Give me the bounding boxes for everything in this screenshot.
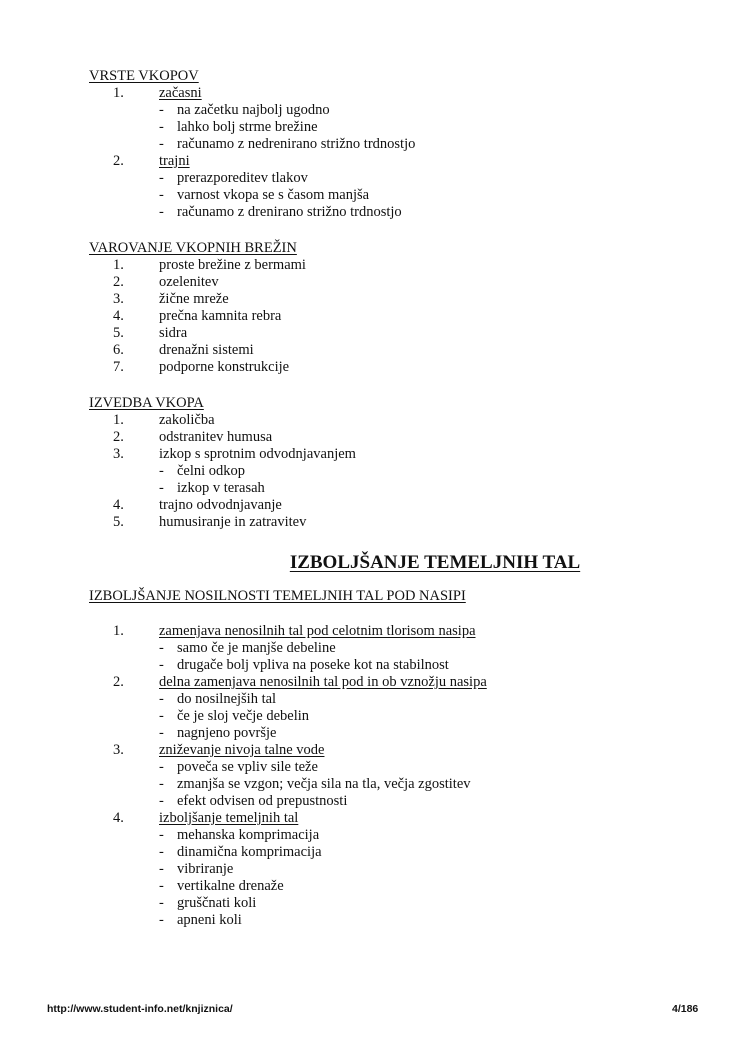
dash-bullet: -	[159, 204, 164, 220]
item-text: zniževanje nivoja talne vode	[159, 742, 325, 758]
dash-bullet: -	[159, 187, 164, 203]
sub-item-text: čelni odkop	[177, 463, 246, 479]
list-item	[89, 85, 415, 102]
item-text: sidra	[159, 325, 188, 341]
sub-item-text: gruščnati koli	[177, 895, 257, 911]
sub-item	[89, 463, 356, 480]
item-number: 1.	[113, 85, 124, 101]
item-text: izboljšanje temeljnih tal	[159, 810, 299, 826]
section-vrste-vkopov	[89, 68, 415, 221]
list-item	[89, 810, 487, 827]
list-item	[89, 623, 487, 640]
sub-item-text: vibriranje	[177, 861, 234, 877]
item-number: 3.	[113, 742, 124, 758]
item-number: 1.	[113, 412, 124, 428]
section-izboljsanje-nosilnosti	[89, 588, 487, 929]
dash-bullet: -	[159, 861, 164, 877]
sub-item	[89, 691, 487, 708]
item-number: 2.	[113, 674, 124, 690]
item-number: 4.	[113, 810, 124, 826]
sub-item	[89, 759, 487, 776]
section-izvedba-vkopa	[89, 395, 356, 531]
sub-item-text: dinamična komprimacija	[177, 844, 322, 860]
item-number: 1.	[113, 623, 124, 639]
dash-bullet: -	[159, 725, 164, 741]
item-text: podporne konstrukcije	[159, 359, 290, 375]
item-text: drenažni sistemi	[159, 342, 254, 358]
list-item	[89, 274, 306, 291]
list-item	[89, 359, 306, 376]
list-item	[89, 325, 306, 342]
sub-item-text: samo če je manjše debeline	[177, 640, 336, 656]
sub-item-text: izkop v terasah	[177, 480, 265, 496]
item-number: 7.	[113, 359, 124, 375]
dash-bullet: -	[159, 776, 164, 792]
item-number: 2.	[113, 429, 124, 445]
item-text: humusiranje in zatravitev	[159, 514, 307, 530]
item-text: delna zamenjava nenosilnih tal pod in ob vznožju nasipa	[159, 674, 487, 690]
sub-item-text: zmanjša se vzgon; večja sila na tla, večja zgostitev	[177, 776, 471, 792]
item-text: izkop s sprotnim odvodnjavanjem	[159, 446, 356, 462]
item-number: 4.	[113, 497, 124, 513]
sub-item	[89, 912, 487, 929]
dash-bullet: -	[159, 844, 164, 860]
sub-item-text: efekt odvisen od prepustnosti	[177, 793, 348, 809]
item-number: 1.	[113, 257, 124, 273]
sub-item	[89, 895, 487, 912]
dash-bullet: -	[159, 759, 164, 775]
sub-item-text: na začetku najbolj ugodno	[177, 102, 330, 118]
sub-item-text: varnost vkopa se s časom manjša	[177, 187, 370, 203]
list-item	[89, 429, 356, 446]
footer-url: http://www.student-info.net/knjiznica/	[47, 1003, 233, 1015]
sub-item-text: poveča se vpliv sile teže	[177, 759, 318, 775]
item-text: trajni	[159, 153, 190, 169]
list-item	[89, 308, 306, 325]
item-text: žične mreže	[159, 291, 229, 307]
item-text: zakoličba	[159, 412, 215, 428]
sub-item	[89, 657, 487, 674]
dash-bullet: -	[159, 463, 164, 479]
item-number: 2.	[113, 153, 124, 169]
dash-bullet: -	[159, 480, 164, 496]
dash-bullet: -	[159, 827, 164, 843]
sub-item	[89, 725, 487, 742]
list-item	[89, 342, 306, 359]
list-item	[89, 291, 306, 308]
list-item	[89, 742, 487, 759]
dash-bullet: -	[159, 708, 164, 724]
dash-bullet: -	[159, 119, 164, 135]
dash-bullet: -	[159, 691, 164, 707]
item-text: trajno odvodnjavanje	[159, 497, 282, 513]
item-text: začasni	[159, 85, 202, 101]
sub-item-text: nagnjeno površje	[177, 725, 277, 741]
list-item	[89, 153, 415, 170]
item-number: 6.	[113, 342, 124, 358]
section-title: VAROVANJE VKOPNIH BREŽIN	[89, 240, 297, 256]
item-number: 5.	[113, 325, 124, 341]
sub-item-text: računamo z nedrenirano strižno trdnostjo	[177, 136, 416, 152]
sub-item-text: mehanska komprimacija	[177, 827, 320, 843]
dash-bullet: -	[159, 136, 164, 152]
sub-item	[89, 204, 415, 221]
section-title: VRSTE VKOPOV	[89, 68, 199, 84]
main-heading: IZBOLJŠANJE TEMELJNIH TAL	[289, 552, 581, 573]
dash-bullet: -	[159, 878, 164, 894]
sub-item	[89, 119, 415, 136]
sub-item	[89, 480, 356, 497]
item-number: 5.	[113, 514, 124, 530]
sub-item	[89, 187, 415, 204]
sub-item-text: če je sloj večje debelin	[177, 708, 310, 724]
sub-item	[89, 827, 487, 844]
dash-bullet: -	[159, 170, 164, 186]
item-text: odstranitev humusa	[159, 429, 273, 445]
item-number: 2.	[113, 274, 124, 290]
list-item	[89, 514, 356, 531]
section-title: IZBOLJŠANJE NOSILNOSTI TEMELJNIH TAL POD NASIPI	[89, 588, 466, 604]
sub-item-text: vertikalne drenaže	[177, 878, 284, 894]
item-text: proste brežine z bermami	[159, 257, 306, 273]
item-number: 4.	[113, 308, 124, 324]
section-varovanje-vkopnih-brezin	[89, 240, 306, 376]
item-number: 3.	[113, 291, 124, 307]
sub-item	[89, 170, 415, 187]
list-item	[89, 674, 487, 691]
sub-item	[89, 136, 415, 153]
sub-item	[89, 793, 487, 810]
item-text: zamenjava nenosilnih tal pod celotnim tlorisom nasipa	[159, 623, 476, 639]
item-number: 3.	[113, 446, 124, 462]
sub-item-text: do nosilnejših tal	[177, 691, 277, 707]
item-text: ozelenitev	[159, 274, 219, 290]
section-title: IZVEDBA VKOPA	[89, 395, 204, 411]
sub-item	[89, 861, 487, 878]
list-item	[89, 497, 356, 514]
sub-item-text: apneni koli	[177, 912, 242, 928]
sub-item	[89, 708, 487, 725]
list-item	[89, 446, 356, 463]
dash-bullet: -	[159, 102, 164, 118]
sub-item	[89, 878, 487, 895]
sub-item-text: prerazporeditev tlakov	[177, 170, 308, 186]
sub-item-text: lahko bolj strme brežine	[177, 119, 318, 135]
dash-bullet: -	[159, 793, 164, 809]
dash-bullet: -	[159, 912, 164, 928]
sub-item	[89, 776, 487, 793]
sub-item	[89, 102, 415, 119]
sub-item-text: računamo z drenirano strižno trdnostjo	[177, 204, 402, 220]
list-item	[89, 257, 306, 274]
list-item	[89, 412, 356, 429]
dash-bullet: -	[159, 640, 164, 656]
sub-item	[89, 844, 487, 861]
item-text: prečna kamnita rebra	[159, 308, 282, 324]
footer-page-number: 4/186	[672, 1003, 699, 1015]
sub-item	[89, 640, 487, 657]
dash-bullet: -	[159, 895, 164, 911]
dash-bullet: -	[159, 657, 164, 673]
sub-item-text: drugače bolj vpliva na poseke kot na stabilnost	[177, 657, 449, 673]
